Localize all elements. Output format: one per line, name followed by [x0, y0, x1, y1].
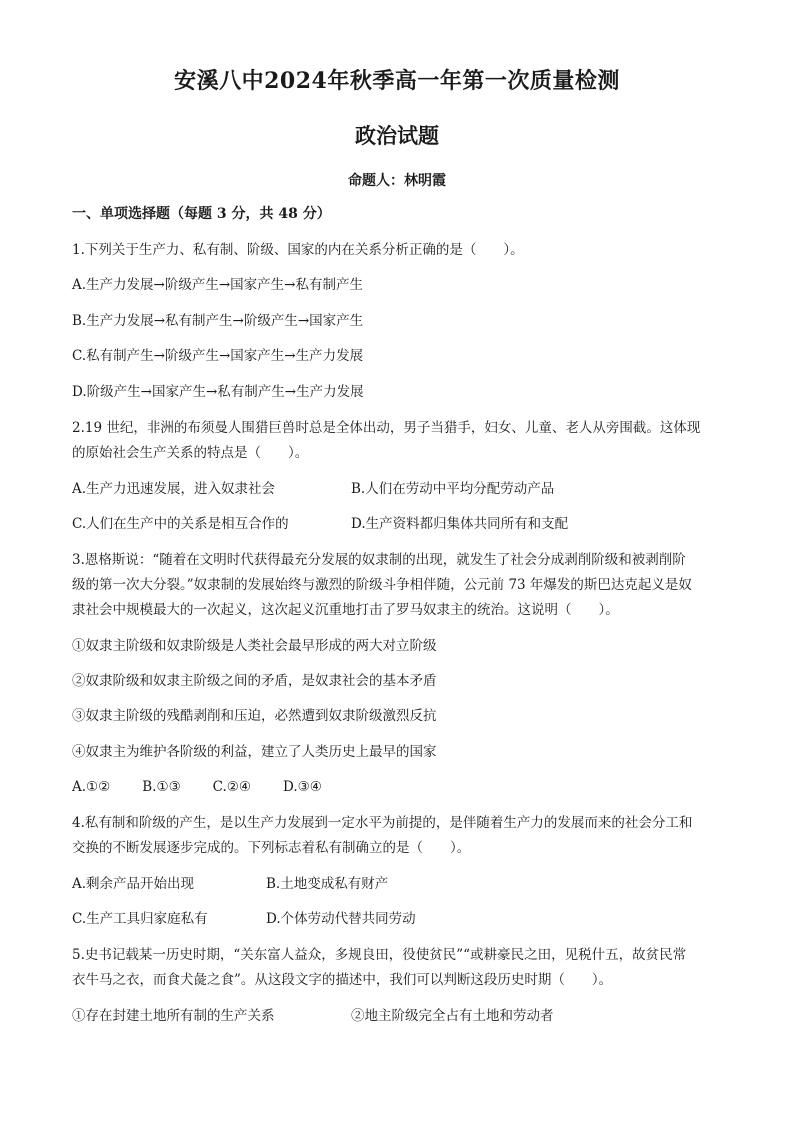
q3-option-c: C.②④: [212, 779, 252, 795]
q3-option-b: B.①③: [142, 779, 181, 795]
q5-statement-2: ②地主阶级完全占有土地和劳动者: [351, 1008, 554, 1024]
q2-option-d: D.生产资料都归集体共同所有和支配: [351, 516, 569, 532]
exam-title: 安溪八中2024年秋季高一年第一次质量检测: [174, 68, 620, 94]
q2-stem-line2: 的原始社会生产关系的特点是（ ）。: [72, 445, 309, 461]
q1-option-d: D.阶级产生→国家产生→私有制产生→生产力发展: [72, 384, 364, 400]
q4-option-b: B.土地变成私有财产: [266, 876, 389, 892]
q4-option-c: C.生产工具归家庭私有: [72, 911, 208, 927]
q5-stem-line2: 衣牛马之衣，而食犬彘之食”。从这段文字的描述中，我们可以判断这段历史时期（ ）。: [72, 972, 613, 988]
q3-statement-1: ①奴隶主阶级和奴隶阶级是人类社会最早形成的两大对立阶级: [72, 638, 437, 654]
q3-statement-3: ③奴隶主阶级的残酷剥削和压迫，必然遭到奴隶阶级激烈反抗: [72, 708, 437, 724]
q3-stem-line2: 级的第一次大分裂。”奴隶制的发展始终与激烈的阶级斗争相伴随，公元前 73 年爆发的斯巴达克起义是奴: [72, 577, 692, 593]
q4-stem-line2: 交换的不断发展逐步完成的。下列标志着私有制确立的是（ ）。: [72, 840, 471, 856]
q1-stem: 1.下列关于生产力、私有制、阶级、国家的内在关系分析正确的是（ ）。: [72, 242, 524, 258]
q2-option-b: B.人们在劳动中平均分配劳动产品: [351, 481, 555, 497]
subject-title: 政治试题: [355, 123, 439, 148]
author-line: 命题人：林明霞: [348, 173, 446, 189]
q5-statement-1: ①存在封建土地所有制的生产关系: [72, 1008, 275, 1024]
q4-stem-line1: 4.私有制和阶级的产生，是以生产力发展到一定水平为前提的，是伴随着生产力的发展而来的社会分工和: [72, 815, 693, 831]
q1-option-a: A.生产力发展→阶级产生→国家产生→私有制产生: [72, 277, 363, 293]
q2-option-c: C.人们在生产中的关系是相互合作的: [72, 516, 289, 532]
q3-stem-line3: 隶社会中规模最大的一次起义，这次起义沉重地打击了罗马奴隶主的统治。这说明（ ）。: [72, 602, 619, 618]
q4-option-a: A.剩余产品开始出现: [72, 876, 195, 892]
q1-option-b: B.生产力发展→私有制产生→阶级产生→国家产生: [72, 313, 364, 329]
q4-option-d: D.个体劳动代替共同劳动: [266, 911, 416, 927]
q3-statement-4: ④奴隶主为维护各阶级的利益，建立了人类历史上最早的国家: [72, 744, 437, 760]
q1-option-c: C.私有制产生→阶级产生→国家产生→生产力发展: [72, 348, 364, 364]
q2-stem-line1: 2.19 世纪，非洲的布须曼人围猎巨兽时总是全体出动，男子当猎手，妇女、儿童、老人从旁围截。这体现: [72, 420, 701, 436]
q3-stem-line1: 3.恩格斯说：“随着在文明时代获得最充分发展的奴隶制的出现，就发生了社会分成剥削阶级和被剥削阶: [72, 552, 686, 568]
q3-option-a: A.①②: [72, 779, 111, 795]
q3-options: [72, 777, 354, 797]
q2-option-a: A.生产力迅速发展，进入奴隶社会: [72, 481, 276, 497]
q5-stem-line1: 5.史书记载某一历史时期，“关东富人益众，多规良田，役使贫民”“或耕豪民之田，见税什五，故贫民常: [72, 947, 687, 963]
q3-statement-2: ②奴隶阶级和奴隶主阶级之间的矛盾，是奴隶社会的基本矛盾: [72, 673, 437, 689]
q3-option-d: D.③④: [283, 779, 322, 795]
section-heading: 一、单项选择题（每题 3 分，共 48 分）: [72, 206, 331, 222]
